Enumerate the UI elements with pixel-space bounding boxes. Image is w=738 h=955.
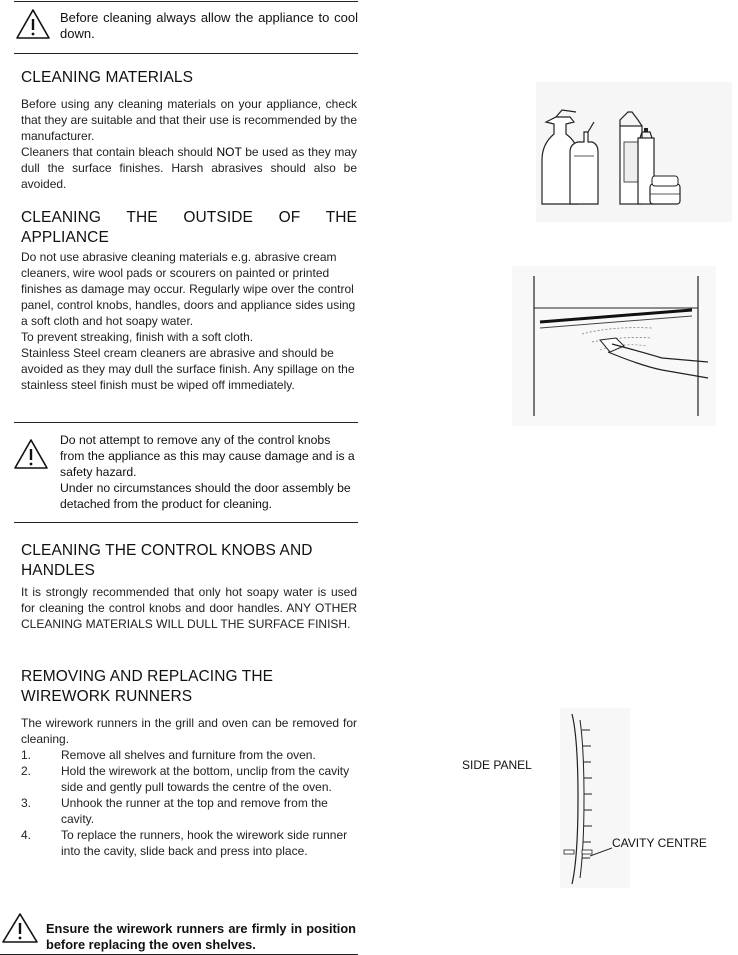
step-number: 4.: [21, 828, 32, 842]
divider: [14, 53, 358, 54]
step-text: Unhook the runner at the top and remove from the cavity.: [61, 796, 328, 826]
emphasis-not: NOT: [216, 145, 242, 159]
step-text: Remove all shelves and furniture from the oven.: [61, 748, 316, 762]
step-item: [21, 827, 357, 859]
cleaning-knobs-text: It is strongly recommended that only hot soapy water is used for cleaning the control knobs and door handles. ANY OTHER CLEANING MATERIALS WILL DULL THE SURFACE FINISH.: [21, 585, 357, 631]
step-number: 3.: [21, 796, 32, 810]
runners-intro: The wirework runners in the grill and oven can be removed for cleaning.: [21, 716, 357, 746]
paragraph: To prevent streaking, finish with a soft cloth.: [21, 330, 254, 344]
cleaning-outside-text: [21, 249, 357, 393]
heading-runners: REMOVING AND REPLACING THE WIREWORK RUNNERS: [21, 668, 274, 705]
warning-triangle-icon: [15, 8, 51, 40]
cavity-centre-leader-line: [590, 844, 612, 854]
divider: [14, 522, 358, 523]
paragraph: Before using any cleaning materials on your appliance, check that they are suitable and that their use is recommended by the manufacturer.: [21, 97, 357, 143]
warning-triangle-icon: [1, 912, 39, 944]
step-text: Hold the wirework at the bottom, unclip from the cavity side and gently pull towards the centre of the oven.: [61, 764, 350, 794]
runners-steps: [21, 747, 357, 859]
warning-runners: Ensure the wirework runners are firmly in position before replacing the oven shelves.: [46, 921, 356, 952]
wiping-control-panel-illustration: [512, 266, 716, 431]
text-run: Cleaners that contain bleach should: [21, 145, 217, 159]
warning-triangle-icon: [13, 438, 49, 470]
step-text: To replace the runners, hook the wirework side runner into the cavity, slide back and press into place.: [61, 828, 348, 858]
divider: [14, 1, 358, 2]
heading-cleaning-knobs: CLEANING THE CONTROL KNOBS AND HANDLES: [21, 542, 313, 579]
heading-cleaning-outside: CLEANING THE OUTSIDE OF THE APPLIANCE: [21, 209, 357, 246]
warning-knobs: [60, 432, 358, 512]
cleaning-materials-text: [21, 96, 357, 192]
warning-cool-down: Before cleaning always allow the appliance to cool down.: [60, 10, 358, 41]
wirework-runner-illustration: [560, 708, 630, 893]
heading-cleaning-materials: CLEANING MATERIALS: [21, 69, 194, 86]
warning-line: Do not attempt to remove any of the control knobs from the appliance as this may cause damage and is a safety hazard.: [60, 433, 355, 479]
step-item: [21, 763, 357, 795]
paragraph: [21, 144, 357, 192]
divider: [14, 422, 358, 423]
cleaning-products-illustration: [536, 82, 732, 227]
step-number: 1.: [21, 748, 32, 762]
text-run: be used as they may dull the surface finishes. Harsh abrasives should also be avoided.: [21, 145, 357, 191]
paragraph: Do not use abrasive cleaning materials e.g. abrasive cream cleaners, wire wool pads or scourers on painted or printed finishes as damage may occur. Regularly wipe over the control panel, control knobs, handles, doors and appliance sides using a soft cloth and hot soapy water.: [21, 250, 356, 328]
paragraph: Stainless Steel cream cleaners are abrasive and should be avoided as they may dull the surface finish. Any spillage on the stainless steel finish must be wiped off immediately.: [21, 346, 355, 392]
step-number: 2.: [21, 764, 32, 778]
step-item: [21, 747, 357, 763]
label-side-panel: SIDE PANEL: [462, 758, 532, 772]
step-item: [21, 795, 357, 827]
warning-line: Under no circumstances should the door assembly be detached from the product for cleaning.: [60, 481, 351, 511]
label-cavity-centre: CAVITY CENTRE: [612, 836, 707, 850]
